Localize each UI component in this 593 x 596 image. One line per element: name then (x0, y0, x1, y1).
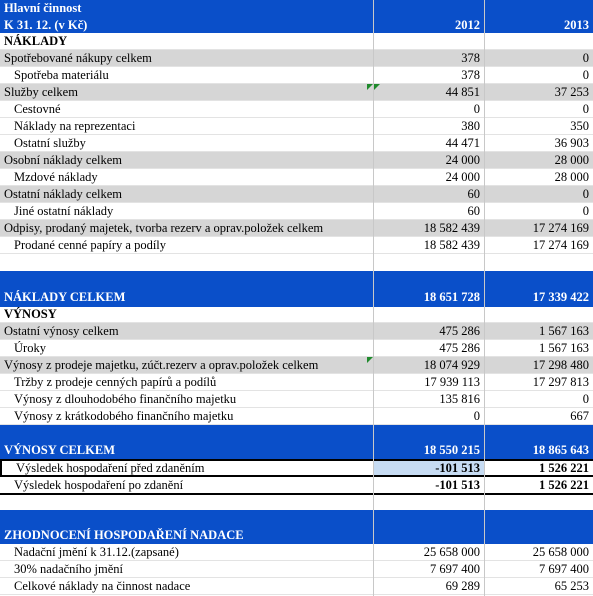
comment-marker-icon (374, 84, 380, 90)
result-after-tax-label: Výsledek hospodaření po zdanění (14, 478, 184, 492)
zhodnoceni-section-row[interactable] (0, 510, 593, 544)
cell-2013: 350 (570, 118, 589, 133)
cell-2013: 17 297 813 (532, 374, 589, 389)
table-row[interactable] (0, 67, 593, 84)
cell-2013: 0 (582, 203, 589, 218)
result-before-tax-2013: 1 526 221 (539, 460, 589, 475)
row-label: Ostatní výnosy celkem (4, 323, 119, 338)
row-label: Nadační jmění k 31.12.(zapsané) (14, 544, 179, 559)
cell-2013: 0 (582, 391, 589, 406)
naklady-total-label: NÁKLADY CELKEM (4, 290, 126, 304)
result-after-tax-2012: -101 513 (435, 478, 480, 492)
result-before-tax-label: Výsledek hospodaření před zdaněním (16, 460, 205, 475)
cell-2012: 60 (467, 186, 480, 201)
table-row[interactable] (0, 84, 593, 101)
cell-2012: 475 286 (439, 340, 480, 355)
result-after-tax-2013: 1 526 221 (539, 478, 589, 492)
cell-2013: 25 658 000 (532, 544, 589, 559)
vynosy-total-2012: 18 550 215 (423, 443, 480, 457)
row-label: Výnosy z prodeje majetku, zúčt.rezerv a oprav.položek celkem (4, 357, 319, 372)
cell-2012: 18 582 439 (423, 237, 480, 252)
cell-2013: 37 253 (554, 84, 589, 99)
row-label: Spotřeba materiálu (14, 67, 109, 82)
vynosy-total-label: VÝNOSY CELKEM (4, 443, 116, 457)
header-title-row (0, 0, 593, 17)
table-row[interactable] (0, 135, 593, 152)
zhodnoceni-section-title: ZHODNOCENÍ HOSPODAŘENÍ NADACE (4, 528, 244, 542)
cell-2012: 60 (467, 203, 480, 218)
row-label: Ostatní náklady celkem (4, 186, 123, 201)
row-label: Služby celkem (4, 84, 78, 99)
table-row[interactable] (0, 408, 593, 425)
row-label: Výnosy z krátkodobého finančního majetku (14, 408, 234, 423)
vynosy-total-row[interactable] (0, 425, 593, 459)
vynosy-section-row[interactable] (0, 307, 593, 323)
row-label: Osobní náklady celkem (4, 152, 123, 167)
cell-2012: 0 (473, 408, 480, 423)
column-divider (373, 0, 374, 596)
table-row[interactable] (0, 357, 593, 374)
vynosy-total-2013: 18 865 643 (532, 443, 589, 457)
year-2012-header: 2012 (455, 17, 480, 32)
cell-2013: 1 567 163 (539, 340, 589, 355)
table-row[interactable] (0, 50, 593, 67)
table-row[interactable] (0, 237, 593, 254)
cell-2013: 7 697 400 (539, 561, 589, 576)
naklady-section-row[interactable] (0, 33, 593, 50)
cell-2013: 0 (582, 101, 589, 116)
table-row[interactable] (0, 374, 593, 391)
cell-2012: 24 000 (445, 152, 480, 167)
row-label: Odpisy, prodaný majetek, tvorba rezerv a oprav.položek celkem (4, 220, 324, 235)
naklady-section-title: NÁKLADY (4, 33, 68, 48)
cell-2012: 18 074 929 (423, 357, 480, 372)
naklady-total-2013: 17 339 422 (532, 290, 589, 304)
cell-2012: 17 939 113 (424, 374, 480, 389)
cell-2012: 69 289 (445, 578, 480, 593)
table-row[interactable] (0, 323, 593, 340)
row-label: Úroky (14, 340, 46, 355)
row-label: Celkové náklady na činnost nadace (14, 578, 191, 593)
table-row[interactable] (0, 203, 593, 220)
cell-2012: 44 851 (445, 84, 480, 99)
table-row[interactable] (0, 220, 593, 237)
cell-2012: 380 (461, 118, 480, 133)
vynosy-section-title: VÝNOSY (4, 307, 57, 321)
sheet-subtitle: K 31. 12. (v Kč) (4, 17, 88, 32)
column-divider (484, 0, 485, 596)
table-row[interactable] (0, 101, 593, 118)
cell-2012: 44 471 (445, 135, 480, 150)
row-label: Ostatní služby (14, 135, 86, 150)
cell-2012: 378 (461, 50, 480, 65)
row-label: Výnosy z dlouhodobého finančního majetku (14, 391, 237, 406)
cell-2013: 36 903 (554, 135, 589, 150)
row-label: Náklady na reprezentaci (14, 118, 136, 133)
table-row[interactable] (0, 544, 593, 561)
cell-2012: 18 582 439 (423, 220, 480, 235)
cell-2013: 28 000 (554, 169, 589, 184)
row-label: Prodané cenné papíry a podíly (14, 237, 167, 252)
cell-2013: 17 274 169 (532, 237, 589, 252)
cell-2012: 135 816 (439, 391, 480, 406)
cell-2013: 1 567 163 (539, 323, 589, 338)
cell-2013: 17 298 480 (532, 357, 589, 372)
table-row[interactable] (0, 340, 593, 357)
cell-2013: 667 (570, 408, 589, 423)
result-before-tax-row[interactable] (0, 459, 593, 477)
cell-2013: 0 (582, 50, 589, 65)
cell-2012: 25 658 000 (423, 544, 480, 559)
cell-2013: 28 000 (554, 152, 589, 167)
row-label: 30% nadačního jmění (14, 561, 123, 576)
header-year-row (0, 17, 593, 33)
cell-2012: 475 286 (439, 323, 480, 338)
table-row[interactable] (0, 169, 593, 186)
year-2013-header: 2013 (564, 17, 589, 32)
table-row[interactable] (0, 561, 593, 578)
row-label: Spotřebované nákupy celkem (4, 50, 152, 65)
row-label: Jiné ostatní náklady (14, 203, 114, 218)
cell-2013: 65 253 (554, 578, 589, 593)
cell-2012: 7 697 400 (430, 561, 480, 576)
table-row[interactable] (0, 391, 593, 408)
table-row[interactable] (0, 578, 593, 595)
row-label: Mzdové náklady (14, 169, 98, 184)
cell-2012: 24 000 (445, 169, 480, 184)
cell-2012: 0 (473, 101, 480, 116)
naklady-total-row[interactable] (0, 271, 593, 307)
cell-2013: 0 (582, 67, 589, 82)
cell-2013: 17 274 169 (532, 220, 589, 235)
row-label: Cestovné (14, 101, 61, 116)
result-before-tax-2012: -101 513 (435, 460, 480, 475)
row-label: Tržby z prodeje cenných papírů a podílů (14, 374, 217, 389)
cell-2013: 0 (582, 186, 589, 201)
cell-2012: 378 (461, 67, 480, 82)
table-row[interactable] (0, 118, 593, 135)
table-row[interactable] (0, 186, 593, 203)
result-after-tax-row[interactable] (0, 478, 593, 495)
sheet-title: Hlavní činnost (4, 1, 82, 15)
table-row[interactable] (0, 152, 593, 169)
naklady-total-2012: 18 651 728 (423, 290, 480, 304)
